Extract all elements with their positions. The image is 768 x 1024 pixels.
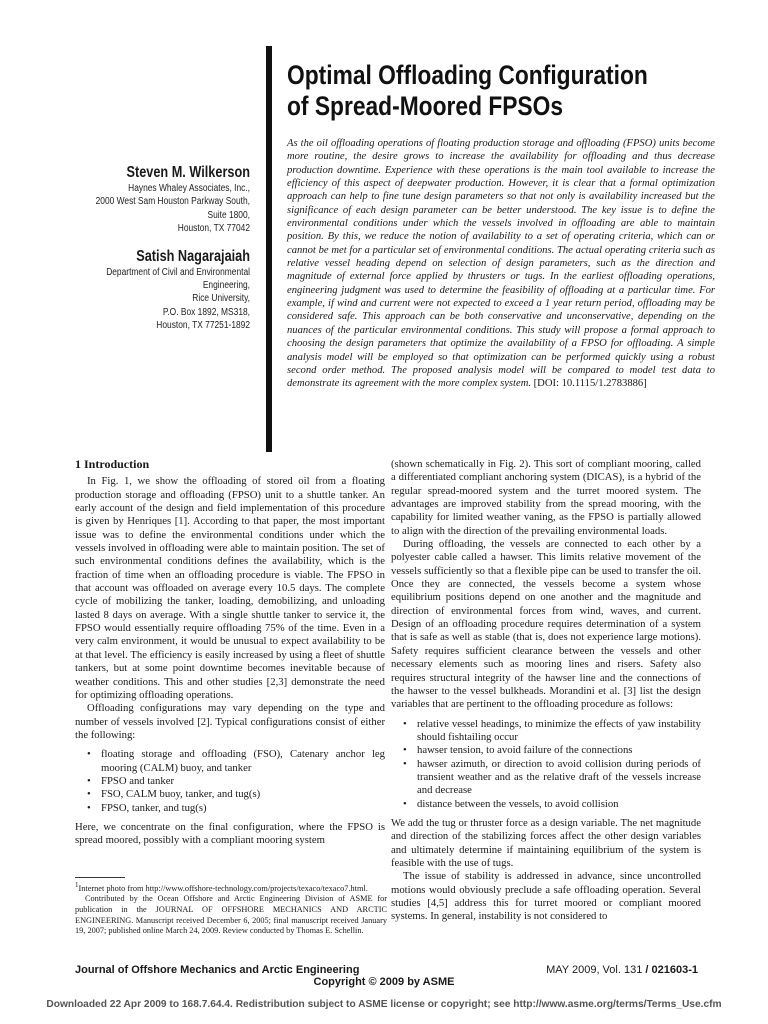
list-item: • floating storage and offloading (FSO), Catenary anchor leg mooring (CALM) buoy, and tanker: [75, 748, 385, 775]
author-name: Steven M. Wilkerson: [126, 164, 250, 181]
title-accent-bar: [266, 46, 272, 452]
paper-title: [287, 60, 683, 122]
footnote-1: $^1$Internet photo from http://www.offshore-technology.com/projects/texaco/texaco7.html.: [75, 881, 368, 893]
author-name: Satish Nagarajaiah: [136, 247, 250, 265]
list-item: • FPSO and tanker: [75, 775, 385, 788]
author-block: [60, 164, 250, 333]
list-item: • distance between the vessels, to avoid collision: [391, 798, 701, 811]
list-item: • FSO, CALM buoy, tanker, and tug(s): [75, 788, 385, 801]
author-affiliation-line: Suite 1800,: [207, 209, 250, 221]
intro-paragraph-3: Here, we concentrate on the final configuration, where the FPSO is spread moored, possibly with a compliant mooring system: [75, 820, 385, 847]
author-affiliation-line: Department of Civil and Environmental: [106, 266, 250, 278]
author-affiliation-line: Rice University,: [192, 293, 250, 305]
intro-paragraph-1: In Fig. 1, we show the offloading of stored oil from a floating production storage and offloading (FPSO) unit to a shuttle tanker. An early account of the design and field implementation of this procedure is given by Henriques [1]. According to that paper, the most important issue was to define the environmental conditions under which the vessels involved in offloading were able to maintain position. The set of such environmental conditions defines the availability, which is the fraction of time when an offloading procedure is viable. The FPSO in that account was offloaded on average every 10.5 days. The complete cycle of mobilizing the tanker, loading, demobilizing, and unloading lasted 8 days on average. With a single shuttle tanker to service it, the FPSO would essentially require offloading 75% of the time. Even in a very calm environment, it would be unusual to expect availability to be at that level. The efficiency is easily increased by using a fleet of shuttle tankers, but at some point downtime becomes inevitable because of weather conditions. This and other studies [2,3] demonstrate the need for optimizing offloading operations.: [75, 475, 385, 701]
page-number: 021603-1: [651, 964, 698, 976]
author-affiliation-line: Haynes Whaley Associates, Inc.,: [128, 183, 250, 194]
download-notice: Downloaded 22 Apr 2009 to 168.7.64.4. Redistribution subject to ASME license or copyright; see http://www.asme.org/terms/Terms_Use.cfm: [46, 999, 722, 1010]
footnote-divider: [75, 877, 125, 878]
list-item: • hawser azimuth, or direction to avoid collision during periods of transient weather and as the relative draft of the vessels increase and decrease: [391, 758, 701, 798]
author-affiliation-line: Houston, TX 77042: [177, 223, 250, 235]
issue-date-volume: MAY 2009, Vol. 131: [546, 964, 643, 976]
title-line-1: Optimal Offloading Configuration: [287, 60, 648, 90]
abstract: [287, 137, 715, 391]
footnote-1-text: Internet photo from http://www.offshore-technology.com/projects/texaco/texaco7.html.: [78, 883, 368, 893]
intro-paragraph-2: Offloading configurations may vary depending on the type and number of vessels involved [2]. Typical configurations consist of either the following:: [75, 702, 385, 741]
left-column: [75, 458, 385, 848]
right-paragraph-2: During offloading, the vessels are connected to each other by a polyester cable called a hawser. This limits relative movement of the vessels sufficiently so that a flexible pipe can be used to transfer the oil. Once they are connected, the vessels become a system whose equilibrium positions depend on one another and the magnitude and direction of environmental forces from wind, waves, and current. Design of an offloading procedure requires determination of a system that is safe as well as stable (that is, does not experience large motions). Safety requires sufficient clearance between the vessels and other necessary elements such as mooring lines and risers. Safety also requires structural integrity of the hawser line and the connections of the hawser to the vessel bulkheads. Morandini et al. [3] list the design variables that are pertinent to the offloading procedure as follows:: [391, 538, 701, 711]
right-paragraph-1: (shown schematically in Fig. 2). This sort of compliant mooring, called a differentiated compliant anchoring system (DICAS), is a hybrid of the regular spread-moored system and the turret moored system. The advantages are improved stability from the spread mooring, with the capability for limited weather vaning, as the FPSO is partially allowed to align with the direction of the prevailing environmental loads.: [391, 458, 701, 537]
right-column: [391, 458, 701, 924]
design-variable-list: [391, 718, 701, 811]
author-affiliation-line: P.O. Box 1892, MS318,: [162, 306, 250, 318]
section-heading-introduction: 1 Introduction: [75, 457, 150, 471]
right-paragraph-3: We add the tug or thruster force as a design variable. The net magnitude and direction of the stabilizing forces affect the other design variables and ultimately determine if maintaining equilibrium of the system is feasible with the use of tugs.: [391, 816, 701, 869]
configuration-list: [75, 748, 385, 815]
copyright-line: Copyright © 2009 by ASME: [313, 976, 455, 988]
journal-name: Journal of Offshore Mechanics and Arctic Engineering: [75, 964, 360, 976]
issue-info: MAY 2009, Vol. 131 / 021603-1: [546, 964, 698, 976]
footnote-2: Contributed by the Ocean Offshore and Arctic Engineering Division of ASME for publication in the JOURNAL OF OFFSHORE MECHANICS AND ARCTIC ENGINEERING. Manuscript received December 6, 2005; final manuscript received January 19, 2007; published online March 24, 2009. Review conducted by Thomas E. Schellin.: [75, 894, 387, 936]
abstract-text: As the oil offloading operations of floating production storage and offloading (FPSO) units become more routine, the desire grows to increase the availability for offloading and thus decrease production downtime. Experience with these operations is the main tool available to increase the efficiency of this aspect of deepwater production. However, it is clear that a formal optimization approach can help to fine tune design parameters so that not only is availability increased but the significance of each design parameter can be better understood. The key issue is to define the environmental conditions under which the vessels involved in offloading are able to maintain position. By this, we reduce the notion of availability to a set of operating criteria, which can or cannot be met for a particular set of environmental conditions. The actual operating criteria such as relative vessel heading depend on selection of design parameters, such as the direction and magnitude of external force applied by thrusters or tugs. In the earliest offloading operations, engineering judgment was used to determine the feasibility of offloading at a particular time. For example, if wind and current were not expected to exceed a 1 year return period, offloading may be considered safe. This approach can be both conservative and unconservative, depending on the nuances of the particular environmental conditions. This study will propose a formal approach to choosing the design parameters that optimize the availability of a FPSO for offloading. A simple analysis model will be employed so that optimization can be performed quickly using a robust second order method. The proposed analysis model will be compared to model test data to demonstrate its agreement with the more complex system.: [287, 138, 715, 390]
author-affiliation-line: Engineering,: [202, 280, 250, 292]
title-line-2: of Spread-Moored FPSOs: [287, 91, 564, 121]
list-item: • hawser tension, to avoid failure of the connections: [391, 744, 701, 757]
author-affiliation-line: 2000 West Sam Houston Parkway South,: [95, 196, 250, 208]
author-affiliation-line: Houston, TX 77251-1892: [156, 320, 250, 332]
footnotes: [75, 880, 387, 937]
list-item: • FPSO, tanker, and tug(s): [75, 802, 385, 815]
doi-link[interactable]: [DOI: 10.1115/1.2783886]: [533, 378, 647, 390]
right-paragraph-4: The issue of stability is addressed in advance, since uncontrolled motions would obviously preclude a safe offloading operation. Several studies [4,5] address this for turret moored or compliant moored systems. In general, instability is not considered to: [391, 870, 701, 923]
list-item: • relative vessel headings, to minimize the effects of yaw instability should fishtailing occur: [391, 718, 701, 745]
